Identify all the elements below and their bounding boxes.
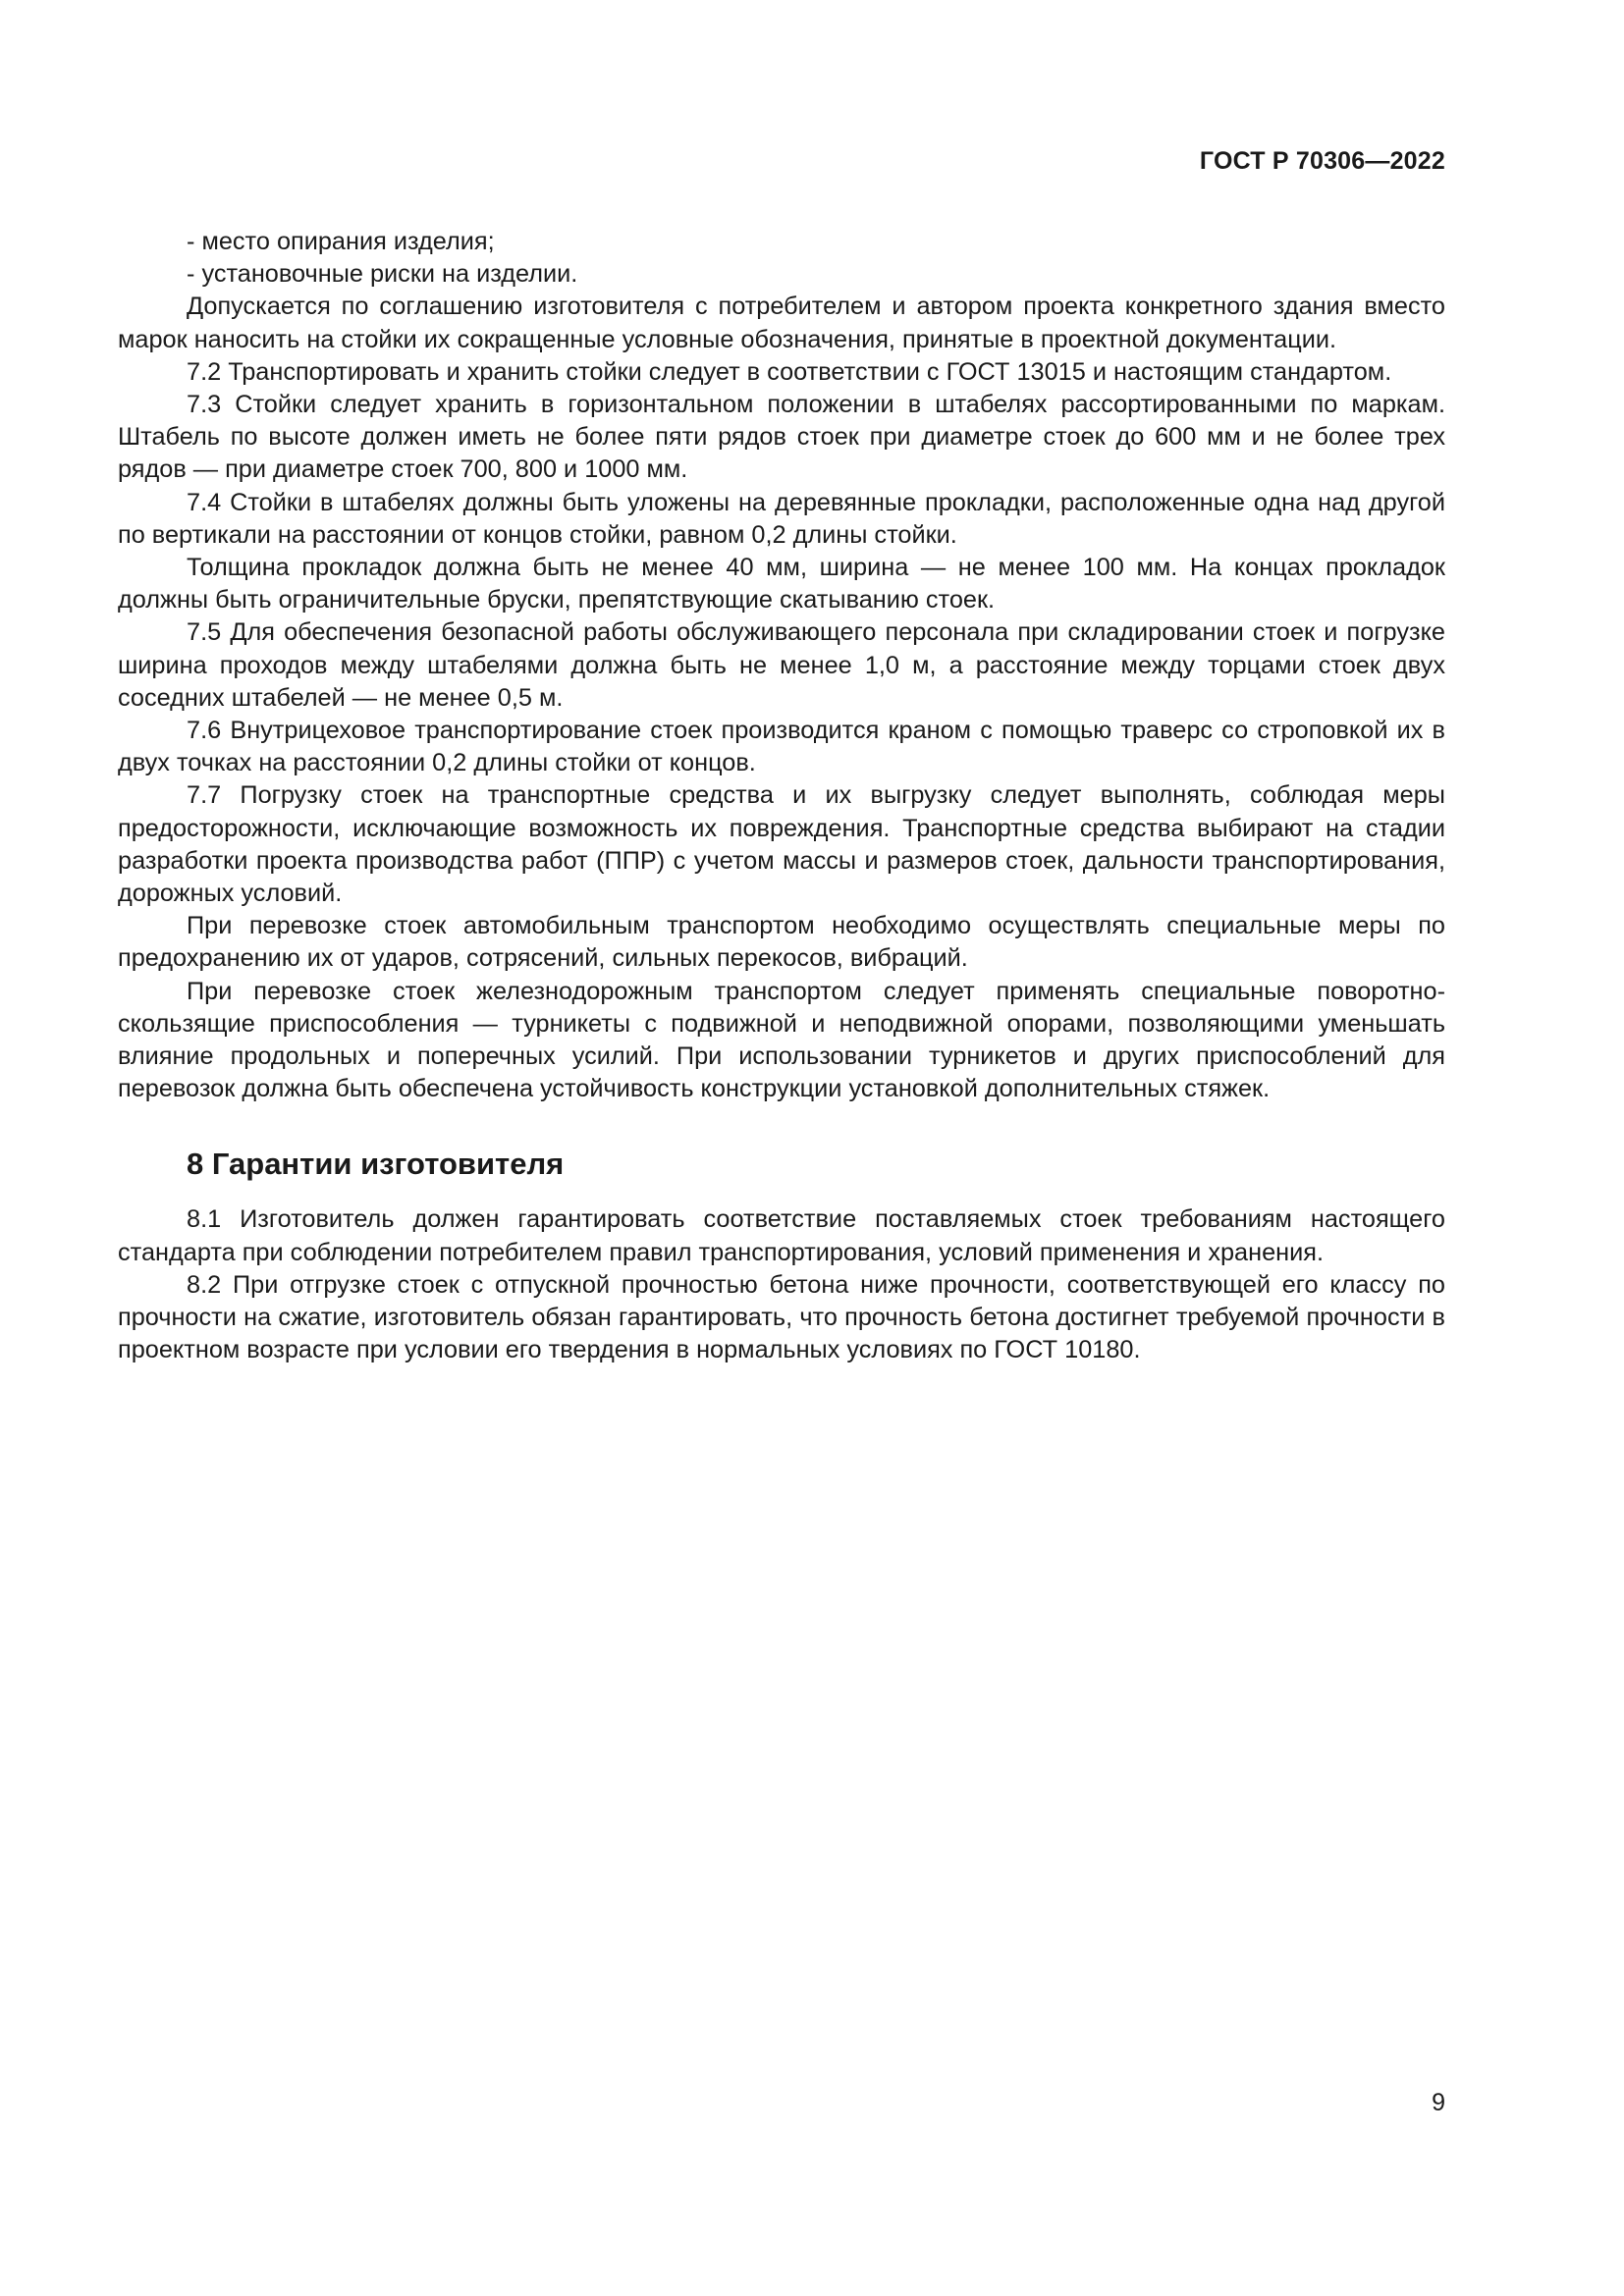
clause-7-2: 7.2 Транспортировать и хранить стойки следует в соответствии с ГОСТ 13015 и настоящим стандартом. (187, 357, 1392, 386)
paragraph-spacers: Толщина прокладок должна быть не менее 40 мм, ширина — не менее 100 мм. На концах прокладок должны быть ограничительные бруски, препятствующие скатыванию стоек. (118, 554, 1445, 614)
clause-7-5: 7.5 Для обеспечения безопасной работы обслуживающего персонала при складировании стоек и погрузке ширина проходов между штабелями должна быть не менее 1,0 м, а расстояние между торцами стоек двух соседних штабелей — не менее 0,5 м. (118, 618, 1445, 712)
document-header: ГОСТ Р 70306—2022 (1199, 147, 1445, 175)
clause-7-3: 7.3 Стойки следует хранить в горизонтальном положении в штабелях рассортированными по маркам. Штабель по высоте должен иметь не более пяти рядов стоек при диаметре стоек до 600 мм и не более трех рядов — при диаметре стоек 700, 800 и 1000 мм. (118, 391, 1445, 484)
clause-8-1: 8.1 Изготовитель должен гарантировать соответствие поставляемых стоек требованиям настоящего стандарта при соблюдении потребителем правил транспортирования, условий применения и хранения. (118, 1205, 1445, 1266)
paragraph-rail-transport: При перевозке стоек железнодорожным транспортом следует применять специальные поворотно-скользящие приспособления — турникеты с подвижной и неподвижной опорами, позволяющими уменьшать влияние продольных и поперечных усилий. При использовании турникетов и других приспособлений для перевозок должна быть обеспечена устойчивость конструкции установкой дополнительных стяжек. (118, 977, 1445, 1103)
section-8-title: 8 Гарантии изготовителя (187, 1147, 565, 1182)
clause-8-2: 8.2 При отгрузке стоек с отпускной прочностью бетона ниже прочности, соответствующей его классу по прочности на сжатие, изготовитель обязан гарантировать, что прочность бетона достигнет требуемой прочности в проектном возрасте при условии его твердения в нормальных условиях по ГОСТ 10180. (118, 1270, 1445, 1364)
page-number: 9 (1432, 2089, 1445, 2116)
clause-7-6: 7.6 Внутрицеховое транспортирование стоек производится краном с помощью траверс со строповкой их в двух точках на расстоянии 0,2 длины стойки от концов. (118, 717, 1445, 777)
document-body (118, 226, 1445, 1367)
clause-7-7: 7.7 Погрузку стоек на транспортные средства и их выгрузку следует выполнять, соблюдая меры предосторожности, исключающие возможность их повреждения. Транспортные средства выбирают на стадии разработки проекта производства работ (ППР) с учетом массы и размеров стоек, дальности транспортирования, дорожных условий. (118, 781, 1445, 908)
paragraph-abbreviations: Допускается по соглашению изготовителя с потребителем и автором проекта конкретного здания вместо марок наносить на стойки их сокращенные условные обозначения, принятые в проектной документации. (118, 293, 1445, 353)
list-item-marks: - установочные риски на изделии. (187, 260, 578, 289)
paragraph-road-transport: При перевозке стоек автомобильным транспортом необходимо осуществлять специальные меры по предохранению их от ударов, сотрясений, сильных перекосов, вибраций. (118, 912, 1445, 973)
clause-7-4: 7.4 Стойки в штабелях должны быть уложены на деревянные прокладки, расположенные одна над другой по вертикали на расстоянии от концов стойки, равном 0,2 длины стойки. (118, 488, 1445, 549)
list-item-support: - место опирания изделия; (187, 228, 495, 255)
